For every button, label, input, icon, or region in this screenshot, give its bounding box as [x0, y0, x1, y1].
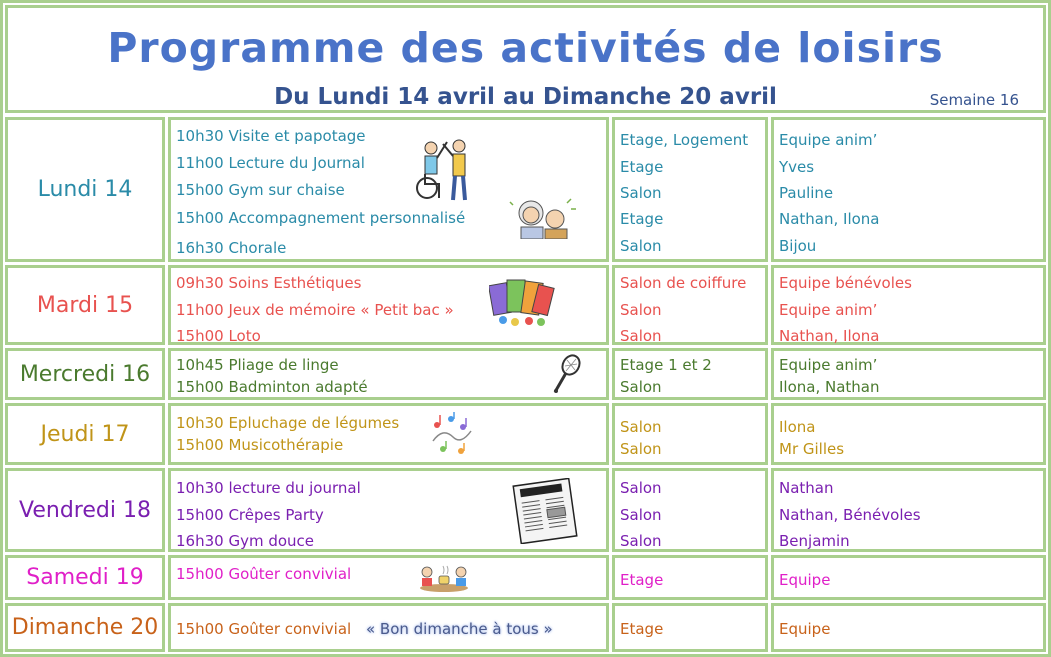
day-cell-samedi — [5, 555, 165, 600]
people-cell-mercredi — [771, 348, 1046, 400]
activity-item: 11h00 Jeux de mémoire « Petit bac » — [176, 301, 454, 319]
activity-item: 10h30 lecture du journal — [176, 479, 361, 497]
day-cell-dimanche — [5, 603, 165, 652]
place-item: Etage — [620, 210, 664, 228]
activity-item: 16h30 Gym douce — [176, 532, 315, 550]
activities-cell-dimanche — [168, 603, 609, 652]
place-item: Salon — [620, 184, 662, 202]
exercise-people-icon — [415, 136, 477, 202]
person-item: Ilona, Nathan — [779, 378, 880, 396]
day-label: Jeudi 17 — [40, 421, 130, 447]
places-cell-samedi — [612, 555, 768, 600]
place-item: Salon — [620, 532, 662, 550]
badminton-racket-icon — [551, 354, 583, 396]
place-item: Salon — [620, 378, 662, 396]
activities-cell-mercredi — [168, 348, 609, 400]
day-label: Vendredi 18 — [19, 497, 151, 523]
person-item: Benjamin — [779, 532, 850, 550]
bingo-cards-icon — [489, 276, 555, 326]
places-cell-lundi — [612, 117, 768, 262]
place-item: Etage 1 et 2 — [620, 356, 712, 374]
place-item: Etage, Logement — [620, 131, 749, 149]
day-cell-vendredi — [5, 468, 165, 552]
activity-item: 15h00 Crêpes Party — [176, 506, 324, 524]
person-item: Equipe anim’ — [779, 356, 878, 374]
place-item: Salon — [620, 237, 662, 255]
day-label: Mercredi 16 — [19, 361, 151, 387]
activity-item: 11h00 Lecture du Journal — [176, 154, 365, 172]
activity-item: 15h00 Goûter convivial — [176, 565, 352, 583]
week-number: Semaine 16 — [929, 91, 1019, 109]
places-cell-dimanche — [612, 603, 768, 652]
day-label: Dimanche 20 — [11, 615, 159, 640]
place-item: Etage — [620, 158, 664, 176]
activity-item: 10h45 Pliage de linge — [176, 356, 339, 374]
day-cell-lundi — [5, 117, 165, 262]
place-item: Salon — [620, 479, 662, 497]
people-cell-mardi — [771, 265, 1046, 345]
person-item: Equipe bénévoles — [779, 274, 912, 292]
tea-party-icon — [417, 562, 471, 594]
day-cell-jeudi — [5, 403, 165, 465]
person-item: Equipe anim’ — [779, 301, 878, 319]
activity-item: 15h00 Goûter convivial — [176, 620, 352, 638]
person-item: Equipe — [779, 571, 831, 589]
header — [5, 5, 1046, 113]
activity-item: 15h00 Gym sur chaise — [176, 181, 345, 199]
activities-cell-lundi — [168, 117, 609, 262]
activity-item: 09h30 Soins Esthétiques — [176, 274, 362, 292]
day-label: Lundi 14 — [37, 177, 133, 202]
place-item: Etage — [620, 620, 664, 638]
activity-item: 15h00 Musicothérapie — [176, 436, 344, 454]
place-item: Salon — [620, 418, 662, 436]
activities-cell-vendredi — [168, 468, 609, 552]
activity-item: 15h00 Badminton adapté — [176, 378, 368, 396]
person-item: Nathan, Bénévoles — [779, 506, 921, 524]
places-cell-mardi — [612, 265, 768, 345]
activity-item: 15h00 Loto — [176, 327, 261, 345]
activity-item: 10h30 Epluchage de légumes — [176, 414, 400, 432]
people-cell-jeudi — [771, 403, 1046, 465]
place-item: Salon — [620, 506, 662, 524]
person-item: Nathan — [779, 479, 834, 497]
people-cell-samedi — [771, 555, 1046, 600]
day-label: Samedi 19 — [26, 565, 144, 590]
people-cell-lundi — [771, 117, 1046, 262]
day-cell-mercredi — [5, 348, 165, 400]
day-label: Mardi 15 — [36, 292, 134, 318]
person-item: Equipe anim’ — [779, 131, 878, 149]
person-item: Equipe — [779, 620, 831, 638]
activity-item: 16h30 Chorale — [176, 239, 287, 257]
person-item: Ilona — [779, 418, 816, 436]
people-cell-vendredi — [771, 468, 1046, 552]
place-item: Etage — [620, 571, 664, 589]
person-item: Yves — [779, 158, 815, 176]
date-range: Du Lundi 14 avril au Dimanche 20 avril — [274, 84, 777, 110]
person-item: Mr Gilles — [779, 440, 845, 458]
person-item: Nathan, Ilona — [779, 210, 880, 228]
sunday-greeting: « Bon dimanche à tous » — [365, 620, 553, 638]
person-item: Bijou — [779, 237, 817, 255]
places-cell-jeudi — [612, 403, 768, 465]
elderly-couple-icon — [509, 195, 577, 239]
activity-item: 10h30 Visite et papotage — [176, 127, 366, 145]
person-item: Nathan, Ilona — [779, 327, 880, 345]
activities-cell-jeudi — [168, 403, 609, 465]
activities-cell-samedi — [168, 555, 609, 600]
music-notes-icon — [429, 411, 473, 457]
place-item: Salon — [620, 327, 662, 345]
activities-cell-mardi — [168, 265, 609, 345]
place-item: Salon — [620, 301, 662, 319]
people-cell-dimanche — [771, 603, 1046, 652]
place-item: Salon de coiffure — [620, 274, 747, 292]
places-cell-vendredi — [612, 468, 768, 552]
page-title: Programme des activités de loisirs — [107, 24, 944, 72]
day-cell-mardi — [5, 265, 165, 345]
person-item: Pauline — [779, 184, 834, 202]
activity-item: 15h00 Accompagnement personnalisé — [176, 209, 466, 227]
newspaper-icon — [511, 478, 579, 544]
place-item: Salon — [620, 440, 662, 458]
places-cell-mercredi — [612, 348, 768, 400]
